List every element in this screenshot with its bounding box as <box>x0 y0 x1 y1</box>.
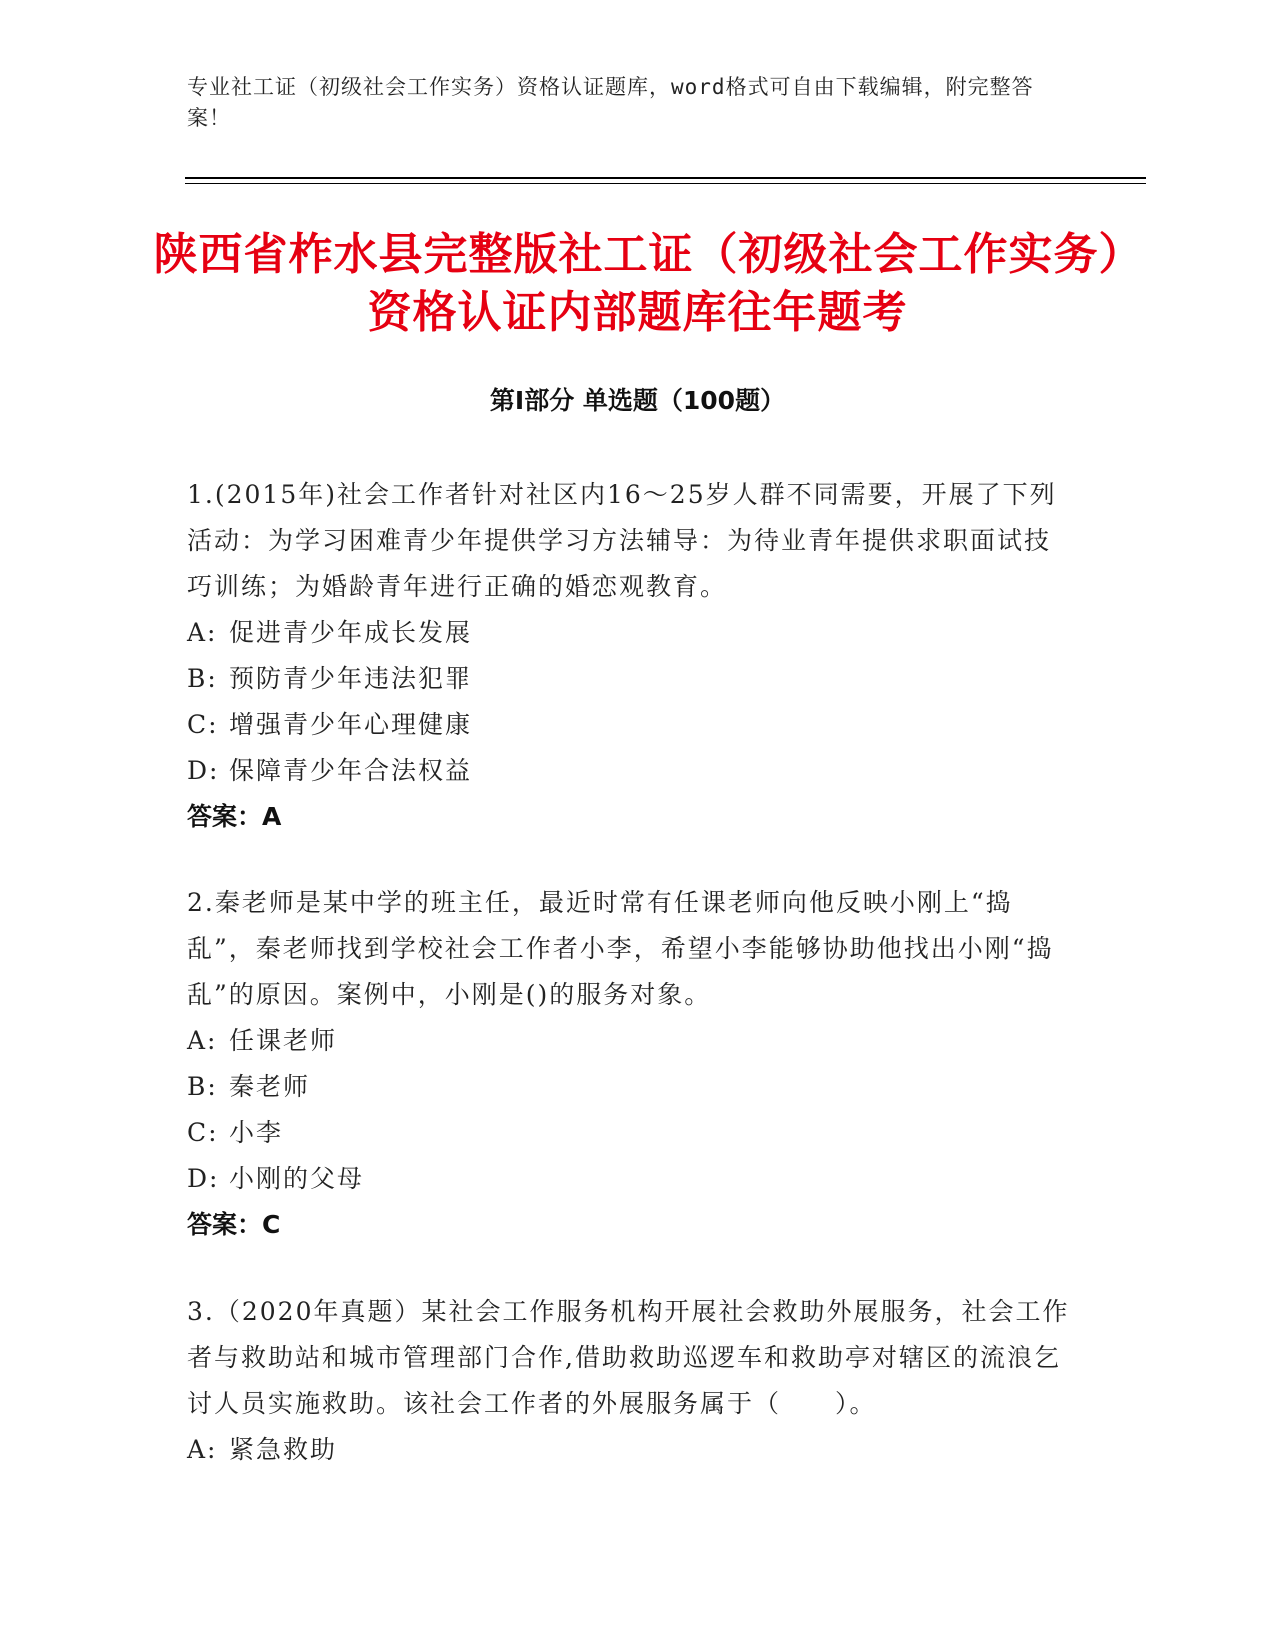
option-d <box>187 1156 1077 1202</box>
option-key: A: <box>187 1026 218 1055</box>
option-key: D: <box>187 1164 220 1193</box>
option-key: C: <box>187 710 219 739</box>
question-2 <box>187 880 1077 1248</box>
answer: 答案：C <box>187 1210 281 1239</box>
question-1 <box>187 472 1077 840</box>
question-stem: 3.（2020年真题）某社会工作服务机构开展社会救助外展服务，社会工作者与救助站和城市管理部门合作,借助救助巡逻车和救助亭对辖区的流浪乞讨人员实施救助。该社会工作者的外展服务属于（ ）。 <box>187 1297 1070 1418</box>
option-a <box>187 610 1077 656</box>
option-key: A: <box>187 1435 218 1464</box>
option-c <box>187 1110 1077 1156</box>
option-text: 小刚的父母 <box>229 1164 365 1193</box>
option-a <box>187 1427 1077 1473</box>
header-divider-thin <box>185 183 1146 184</box>
option-b <box>187 656 1077 702</box>
option-key: A: <box>187 618 218 647</box>
option-b <box>187 1064 1077 1110</box>
question-stem: 1.(2015年)社会工作者针对社区内16～25岁人群不同需要，开展了下列活动：为学习困难青少年提供学习方法辅导：为待业青年提供求职面试技巧训练；为婚龄青年进行正确的婚恋观教育。 <box>187 480 1057 601</box>
document-title: 陕西省柞水县完整版社工证（初级社会工作实务）资格认证内部题库往年题考 <box>153 229 1122 338</box>
option-text: 秦老师 <box>229 1072 311 1101</box>
option-key: B: <box>187 664 218 693</box>
option-c <box>187 702 1077 748</box>
option-text: 保障青少年合法权益 <box>229 756 473 785</box>
header-divider-thick <box>185 177 1146 179</box>
option-text: 促进青少年成长发展 <box>229 618 473 647</box>
option-d <box>187 748 1077 794</box>
option-a <box>187 1018 1077 1064</box>
option-text: 增强青少年心理健康 <box>229 710 473 739</box>
header-note: 专业社工证（初级社会工作实务）资格认证题库，word格式可自由下载编辑，附完整答案！ <box>187 75 1034 130</box>
answer: 答案：A <box>187 802 282 831</box>
option-text: 预防青少年违法犯罪 <box>229 664 473 693</box>
option-text: 紧急救助 <box>229 1435 338 1464</box>
section-title: 第Ⅰ部分 单选题（100题） <box>489 386 786 415</box>
option-text: 小李 <box>229 1118 284 1147</box>
option-key: C: <box>187 1118 219 1147</box>
question-3 <box>187 1289 1077 1473</box>
option-key: D: <box>187 756 220 785</box>
option-key: B: <box>187 1072 218 1101</box>
option-text: 任课老师 <box>229 1026 338 1055</box>
question-stem: 2.秦老师是某中学的班主任，最近时常有任课老师向他反映小刚上“捣乱”，秦老师找到学校社会工作者小李，希望小李能够协助他找出小刚“捣乱”的原因。案例中，小刚是()的服务对象。 <box>187 888 1054 1009</box>
